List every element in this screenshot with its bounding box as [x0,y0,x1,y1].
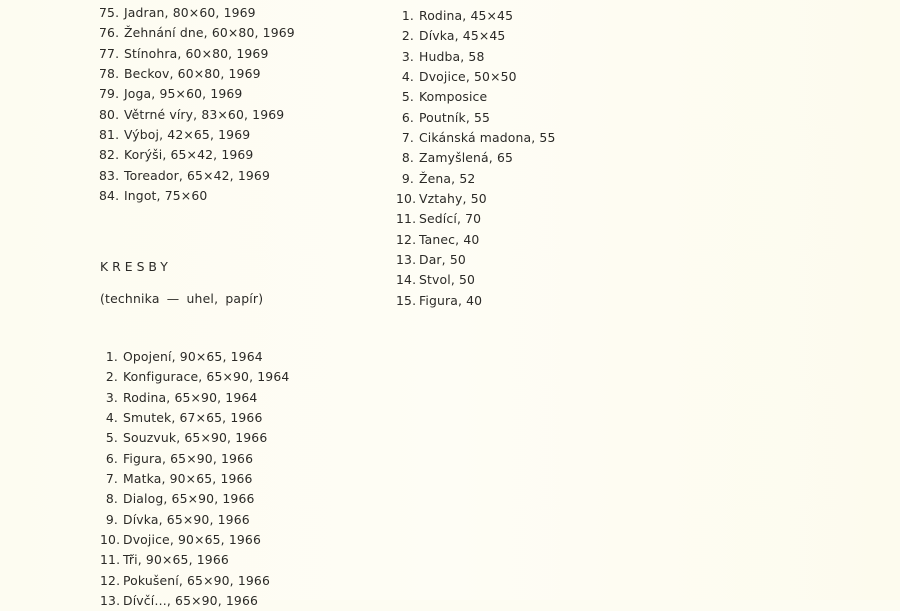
list-item: 5. Komposice [401,89,488,105]
list-item: 9. Žena, 52 [401,170,476,186]
list-item: 12. Tanec, 40 [396,231,480,247]
list-item: 3. Rodina, 65×90, 1964 [105,389,258,405]
list-item: 3. Hudba, 58 [401,48,485,64]
list-item: 81. Výboj, 42×65, 1969 [99,127,251,143]
list-item: 84. Ingot, 75×60 [99,188,208,204]
list-item: 8. Dialog, 65×90, 1966 [105,491,255,507]
technique-note: (technika — uhel, papír) [100,291,264,306]
list-item: 4. Dvojice, 50×50 [401,69,517,85]
list-item: 6. Figura, 65×90, 1966 [105,450,254,466]
list-item: 13. Dívčí…, 65×90, 1966 [100,593,259,609]
list-item: 12. Pokušení, 65×90, 1966 [100,572,270,588]
right-column [396,6,646,311]
list-item: 14. Stvol, 50 [396,272,476,288]
list-item: 75. Jadran, 80×60, 1969 [99,5,256,20]
list-item: 80. Větrné víry, 83×60, 1969 [99,106,285,122]
list-item: 82. Korýši, 65×42, 1969 [99,147,254,163]
list-item: 4. Smutek, 67×65, 1966 [105,410,263,426]
list-item: 11. Tři, 90×65, 1966 [100,552,229,568]
list-item: 78. Beckov, 60×80, 1969 [99,66,261,82]
drawings-list [100,347,289,611]
list-item: 2. Dívka, 45×45 [401,28,506,44]
list-item: 77. Stínohra, 60×80, 1969 [99,45,269,61]
list-item: 83. Toreador, 65×42, 1969 [99,167,270,183]
section-heading-kresby: KRESBY [100,259,172,274]
list-item: 11. Sedící, 70 [396,211,482,227]
list-item: 10. Vztahy, 50 [396,191,487,207]
list-item: 79. Joga, 95×60, 1969 [99,86,243,102]
list-item: 10. Dvojice, 90×65, 1966 [100,532,261,548]
list-item: 6. Poutník, 55 [401,109,491,125]
list-item: 1. Opojení, 90×65, 1964 [105,349,263,364]
list-item: 8. Zamyšlená, 65 [401,150,514,166]
list-item: 76. Žehnání dne, 60×80, 1969 [99,25,295,41]
list-item: 7. Matka, 90×65, 1966 [105,471,253,487]
sculptures-list [396,6,646,311]
list-item: 15. Figura, 40 [396,292,483,308]
list-item: 9. Dívka, 65×90, 1966 [105,511,250,527]
paintings-list-continued [100,3,295,206]
list-item: 2. Konfigurace, 65×90, 1964 [105,369,290,385]
list-item: 7. Cikánská madona, 55 [401,130,556,146]
list-item: 13. Dar, 50 [396,252,466,268]
list-item: 1. Rodina, 45×45 [401,8,514,23]
list-item: 5. Souzvuk, 65×90, 1966 [105,430,268,446]
